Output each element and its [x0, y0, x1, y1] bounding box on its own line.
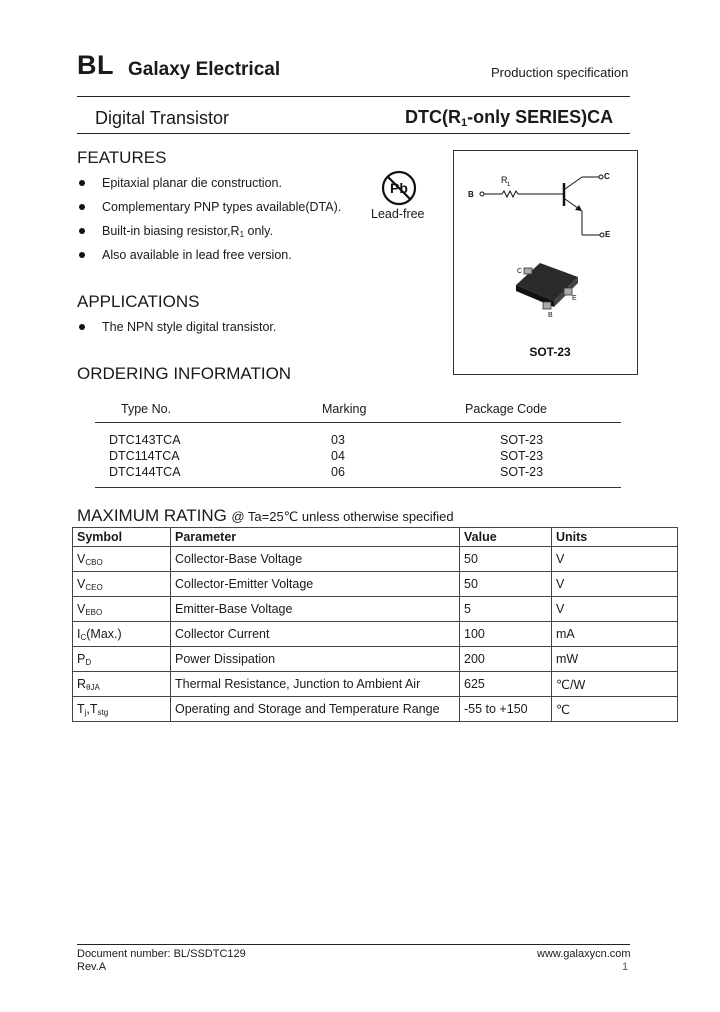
parameter-cell: Power Dissipation [171, 647, 460, 672]
list-item: The NPN style digital transistor. [77, 318, 276, 342]
unit-cell: V [552, 547, 678, 572]
header-rule [77, 96, 630, 97]
pb-symbol: Pb [390, 180, 408, 196]
symbol-cell: $T_j,T_{stg}$ [73, 697, 171, 722]
table-row [73, 547, 678, 572]
resistor-symbol [502, 191, 518, 197]
bullet-icon [79, 204, 85, 210]
bullet-icon [79, 180, 85, 186]
symbol-cell: $P_D$ [73, 647, 171, 672]
applications-heading: APPLICATIONS [77, 292, 200, 311]
company-logo: BL [77, 50, 114, 80]
value-cell: -55 to +150 [460, 697, 552, 722]
table-row [95, 432, 621, 448]
package-label: SOT-23 [529, 345, 571, 359]
pin-b-terminal [480, 192, 484, 196]
rating-header-row [73, 528, 678, 547]
pin-b-label: B [468, 190, 474, 199]
document-category: Digital Transistor [95, 108, 230, 128]
title-rule [77, 133, 630, 134]
table-row [73, 672, 678, 697]
table-row [95, 448, 621, 464]
max-rating-table [72, 527, 678, 722]
value-cell: 200 [460, 647, 552, 672]
package-cell: SOT-23 [500, 449, 544, 463]
svg-text:B: B [548, 312, 553, 319]
table-row [73, 572, 678, 597]
symbol-cell: $V_{EBO}$ [73, 597, 171, 622]
parameter-cell: Collector Current [171, 622, 460, 647]
unit-cell: mW [552, 647, 678, 672]
column-header: Type No. [121, 402, 172, 416]
website-link[interactable]: www.galaxycn.com [537, 948, 631, 960]
value-cell: 625 [460, 672, 552, 697]
list-item: Built-in biasing $resistor,R_1$ only. [77, 222, 341, 246]
features-heading: FEATURES [77, 148, 167, 167]
package-cell: SOT-23 [500, 465, 544, 479]
parameter-cell: Emitter-Base Voltage [171, 597, 460, 622]
marking-cell: 04 [331, 449, 345, 463]
list-item: Epitaxial planar die construction. [77, 174, 341, 198]
emitter-arrow [575, 205, 582, 211]
pin-e-terminal [600, 233, 604, 237]
pin-c-terminal [599, 175, 603, 179]
lead-free-label: Lead-free [371, 207, 425, 221]
unit-cell: V [552, 572, 678, 597]
applications-list [77, 318, 276, 342]
parameter-cell: Collector-Emitter Voltage [171, 572, 460, 597]
footer-rule [77, 944, 630, 945]
parameter-cell: Thermal Resistance, Junction to Ambient Air [171, 672, 460, 697]
svg-text:1: 1 [507, 182, 511, 188]
parameter-cell: Operating and Storage and Temperature Range [171, 697, 460, 722]
features-list [77, 174, 341, 270]
unit-cell: V [552, 597, 678, 622]
revision: Rev.A [77, 961, 107, 973]
package-cell: SOT-23 [500, 433, 544, 447]
lead-free-icon [377, 168, 421, 208]
bullet-icon [79, 228, 85, 234]
bullet-icon [79, 324, 85, 330]
ordering-table [95, 400, 621, 488]
parameter-cell: Collector-Base Voltage [171, 547, 460, 572]
value-cell: 50 [460, 547, 552, 572]
list-item: Complementary PNP types available(DTA). [77, 198, 341, 222]
table-row [73, 697, 678, 722]
symbol-cell: $R_{\theta JA}$ [73, 672, 171, 697]
type-no-cell: DTC144TCA [109, 465, 181, 479]
type-no-cell: DTC143TCA [109, 433, 181, 447]
table-row [73, 597, 678, 622]
ordering-header-row [95, 400, 621, 423]
document-number: Document number: BL/SSDTC129 [77, 948, 246, 960]
symbol-cell: $I_C(Max.)$ [73, 622, 171, 647]
max-rating-heading: MAXIMUM RATING @ Ta=25℃ unless otherwise specified [77, 506, 454, 525]
symbol-cell: $V_{CEO}$ [73, 572, 171, 597]
svg-text:C: C [517, 268, 523, 275]
column-header: Symbol [73, 528, 171, 547]
value-cell: 5 [460, 597, 552, 622]
sot23-package-drawing [516, 263, 578, 309]
table-row [95, 464, 621, 480]
part-series-title: DTC(R1-only SERIES)CA [405, 107, 614, 129]
company-name: Galaxy Electrical [128, 59, 281, 80]
unit-cell: ℃ [552, 697, 678, 722]
table-row [73, 647, 678, 672]
value-cell: 100 [460, 622, 552, 647]
column-header: Marking [322, 402, 367, 416]
table-row [73, 622, 678, 647]
column-header: Parameter [171, 528, 460, 547]
circuit-diagram [454, 151, 637, 374]
marking-cell: 03 [331, 433, 345, 447]
spec-label: Production specification [491, 65, 629, 80]
ordering-heading: ORDERING INFORMATION [77, 364, 292, 383]
unit-cell: mA [552, 622, 678, 647]
package-diagram-box [453, 150, 638, 375]
type-no-cell: DTC114TCA [109, 449, 180, 463]
pin-c-label: C [604, 172, 610, 181]
marking-cell: 06 [331, 465, 345, 479]
column-header: Value [460, 528, 552, 547]
value-cell: 50 [460, 572, 552, 597]
unit-cell: ℃/W [552, 672, 678, 697]
list-item: Also available in lead free version. [77, 246, 341, 270]
column-header: Package Code [465, 402, 548, 416]
resistor-label: R [501, 175, 508, 185]
column-header: Units [552, 528, 678, 547]
symbol-cell: $V_{CBO}$ [73, 547, 171, 572]
bullet-icon [79, 252, 85, 258]
svg-text:E: E [572, 295, 577, 302]
page-number: 1 [622, 961, 629, 973]
pin-e-label: E [605, 230, 611, 239]
